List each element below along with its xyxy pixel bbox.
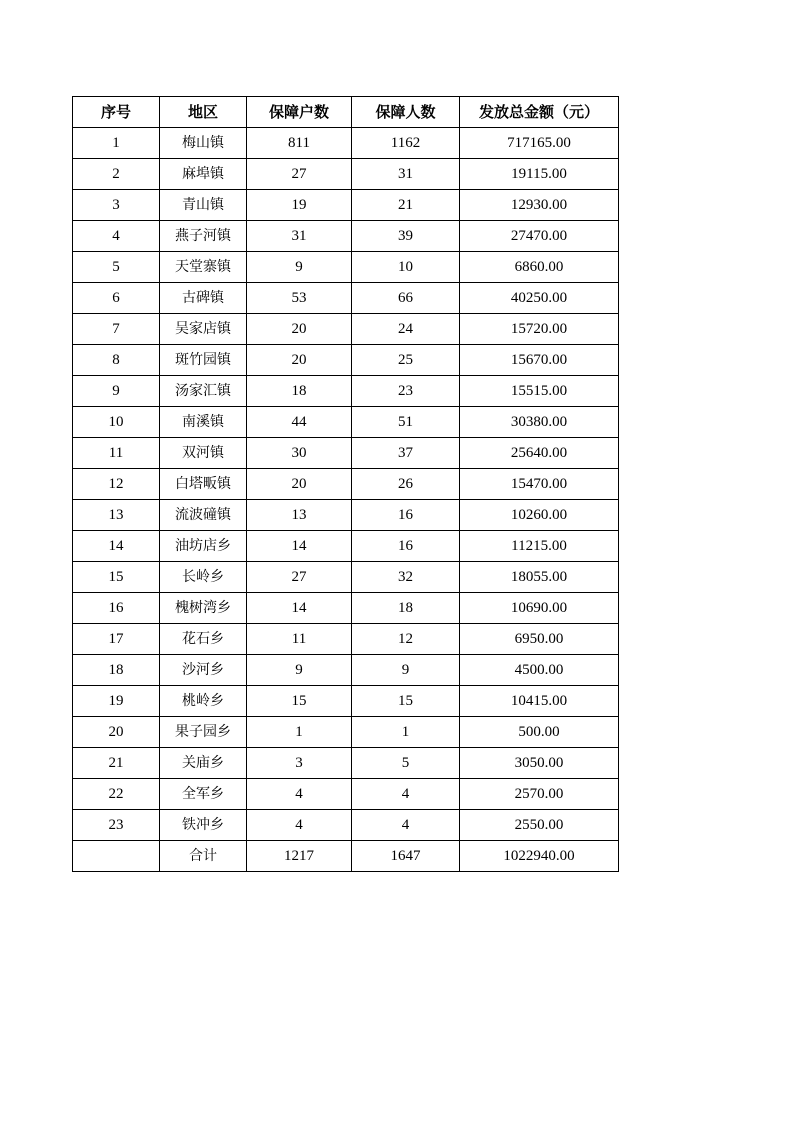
table-row (73, 407, 619, 438)
cell-region: 斑竹园镇 (160, 345, 247, 376)
cell-region: 吴家店镇 (160, 314, 247, 345)
cell-households: 20 (247, 314, 352, 345)
cell-amount: 10260.00 (460, 500, 619, 531)
cell-amount: 11215.00 (460, 531, 619, 562)
cell-index: 14 (73, 531, 160, 562)
cell-region: 双河镇 (160, 438, 247, 469)
cell-persons: 12 (352, 624, 460, 655)
cell-households: 20 (247, 469, 352, 500)
cell-region: 桃岭乡 (160, 686, 247, 717)
cell-households: 53 (247, 283, 352, 314)
table-row (73, 593, 619, 624)
cell-amount: 18055.00 (460, 562, 619, 593)
cell-index: 19 (73, 686, 160, 717)
cell-region: 青山镇 (160, 190, 247, 221)
cell-persons: 26 (352, 469, 460, 500)
cell-persons: 16 (352, 500, 460, 531)
cell-persons: 18 (352, 593, 460, 624)
cell-persons: 51 (352, 407, 460, 438)
table-header-row (73, 97, 619, 128)
table-row (73, 190, 619, 221)
cell-index: 16 (73, 593, 160, 624)
cell-region: 梅山镇 (160, 128, 247, 159)
cell-persons: 16 (352, 531, 460, 562)
cell-index: 20 (73, 717, 160, 748)
cell-households: 9 (247, 655, 352, 686)
cell-households: 44 (247, 407, 352, 438)
cell-persons: 66 (352, 283, 460, 314)
cell-index: 18 (73, 655, 160, 686)
cell-region: 白塔畈镇 (160, 469, 247, 500)
cell-households: 30 (247, 438, 352, 469)
cell-amount: 15720.00 (460, 314, 619, 345)
cell-households: 18 (247, 376, 352, 407)
table-row (73, 748, 619, 779)
cell-households: 811 (247, 128, 352, 159)
cell-index: 7 (73, 314, 160, 345)
cell-region: 流波䃥镇 (160, 500, 247, 531)
cell-region: 古碑镇 (160, 283, 247, 314)
cell-region: 花石乡 (160, 624, 247, 655)
cell-index: 15 (73, 562, 160, 593)
cell-amount: 19115.00 (460, 159, 619, 190)
cell-amount: 3050.00 (460, 748, 619, 779)
cell-households: 14 (247, 593, 352, 624)
cell-region: 槐树湾乡 (160, 593, 247, 624)
cell-amount: 1022940.00 (460, 841, 619, 872)
cell-region: 沙河乡 (160, 655, 247, 686)
table-row (73, 283, 619, 314)
cell-index: 1 (73, 128, 160, 159)
table-row (73, 779, 619, 810)
table-total-row (73, 841, 619, 872)
cell-amount: 2550.00 (460, 810, 619, 841)
cell-persons: 37 (352, 438, 460, 469)
cell-households: 27 (247, 159, 352, 190)
cell-amount: 717165.00 (460, 128, 619, 159)
cell-index (73, 841, 160, 872)
table-row (73, 562, 619, 593)
cell-region: 燕子河镇 (160, 221, 247, 252)
cell-region: 合计 (160, 841, 247, 872)
cell-index: 3 (73, 190, 160, 221)
cell-persons: 4 (352, 810, 460, 841)
cell-households: 31 (247, 221, 352, 252)
cell-persons: 9 (352, 655, 460, 686)
cell-households: 20 (247, 345, 352, 376)
table-body (73, 128, 619, 872)
cell-amount: 6860.00 (460, 252, 619, 283)
cell-amount: 10415.00 (460, 686, 619, 717)
cell-households: 15 (247, 686, 352, 717)
cell-households: 19 (247, 190, 352, 221)
cell-amount: 12930.00 (460, 190, 619, 221)
header-persons: 保障人数 (352, 97, 460, 128)
cell-households: 1217 (247, 841, 352, 872)
table-row (73, 655, 619, 686)
table-row (73, 221, 619, 252)
table-row (73, 717, 619, 748)
table-row (73, 469, 619, 500)
cell-amount: 27470.00 (460, 221, 619, 252)
cell-region: 天堂寨镇 (160, 252, 247, 283)
cell-households: 3 (247, 748, 352, 779)
cell-persons: 39 (352, 221, 460, 252)
cell-persons: 21 (352, 190, 460, 221)
cell-persons: 32 (352, 562, 460, 593)
cell-region: 汤家汇镇 (160, 376, 247, 407)
header-total-amount: 发放总金额（元） (460, 97, 619, 128)
cell-households: 4 (247, 779, 352, 810)
allowance-table (72, 96, 619, 872)
cell-persons: 1647 (352, 841, 460, 872)
table-row (73, 500, 619, 531)
cell-region: 全军乡 (160, 779, 247, 810)
cell-region: 南溪镇 (160, 407, 247, 438)
header-index: 序号 (73, 97, 160, 128)
cell-index: 23 (73, 810, 160, 841)
table-row (73, 252, 619, 283)
cell-index: 22 (73, 779, 160, 810)
cell-households: 11 (247, 624, 352, 655)
cell-households: 14 (247, 531, 352, 562)
table-row (73, 128, 619, 159)
cell-amount: 15515.00 (460, 376, 619, 407)
cell-index: 8 (73, 345, 160, 376)
cell-amount: 15670.00 (460, 345, 619, 376)
cell-index: 2 (73, 159, 160, 190)
cell-households: 9 (247, 252, 352, 283)
cell-persons: 15 (352, 686, 460, 717)
cell-amount: 4500.00 (460, 655, 619, 686)
cell-index: 17 (73, 624, 160, 655)
cell-index: 4 (73, 221, 160, 252)
cell-region: 铁冲乡 (160, 810, 247, 841)
cell-households: 27 (247, 562, 352, 593)
cell-amount: 500.00 (460, 717, 619, 748)
cell-region: 长岭乡 (160, 562, 247, 593)
table-row (73, 376, 619, 407)
cell-households: 1 (247, 717, 352, 748)
cell-persons: 25 (352, 345, 460, 376)
table-row (73, 345, 619, 376)
cell-persons: 1162 (352, 128, 460, 159)
cell-persons: 1 (352, 717, 460, 748)
cell-amount: 15470.00 (460, 469, 619, 500)
cell-amount: 25640.00 (460, 438, 619, 469)
cell-amount: 6950.00 (460, 624, 619, 655)
table-row (73, 686, 619, 717)
cell-region: 关庙乡 (160, 748, 247, 779)
table-row (73, 159, 619, 190)
table-row (73, 810, 619, 841)
cell-amount: 40250.00 (460, 283, 619, 314)
cell-persons: 31 (352, 159, 460, 190)
cell-index: 9 (73, 376, 160, 407)
cell-index: 10 (73, 407, 160, 438)
cell-amount: 10690.00 (460, 593, 619, 624)
cell-index: 6 (73, 283, 160, 314)
cell-households: 13 (247, 500, 352, 531)
cell-index: 12 (73, 469, 160, 500)
table-row (73, 314, 619, 345)
cell-index: 11 (73, 438, 160, 469)
cell-households: 4 (247, 810, 352, 841)
cell-persons: 23 (352, 376, 460, 407)
cell-index: 21 (73, 748, 160, 779)
cell-persons: 24 (352, 314, 460, 345)
cell-region: 果子园乡 (160, 717, 247, 748)
cell-index: 5 (73, 252, 160, 283)
table-row (73, 438, 619, 469)
cell-amount: 30380.00 (460, 407, 619, 438)
cell-amount: 2570.00 (460, 779, 619, 810)
header-households: 保障户数 (247, 97, 352, 128)
cell-index: 13 (73, 500, 160, 531)
cell-persons: 4 (352, 779, 460, 810)
cell-region: 麻埠镇 (160, 159, 247, 190)
header-region: 地区 (160, 97, 247, 128)
cell-persons: 10 (352, 252, 460, 283)
table-row (73, 531, 619, 562)
cell-persons: 5 (352, 748, 460, 779)
table-row (73, 624, 619, 655)
cell-region: 油坊店乡 (160, 531, 247, 562)
